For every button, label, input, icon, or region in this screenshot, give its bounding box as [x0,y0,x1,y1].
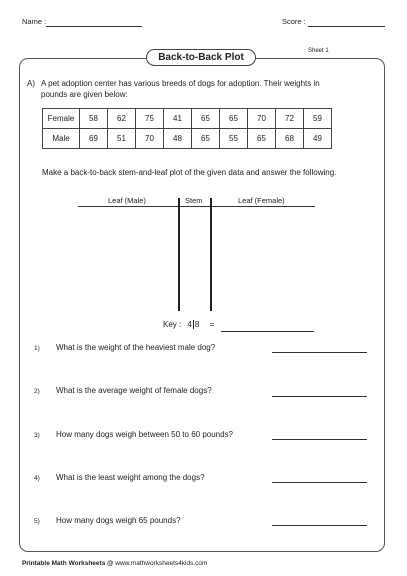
key-answer-line[interactable] [221,331,314,332]
answer-line-2[interactable] [272,396,367,397]
plot-divider-left [178,198,180,311]
question-number: 3) [34,432,40,439]
answer-line-4[interactable] [272,482,367,483]
table-cell: 48 [164,129,192,149]
plot-header-line [78,206,315,207]
key-separator [193,320,194,329]
problem-label: A) [27,79,35,88]
table-cell: 72 [276,109,304,129]
question-number: 1) [34,345,40,352]
key-equals: = [209,320,215,329]
table-cell: 51 [108,129,136,149]
worksheet-title: Back-to-Back Plot [146,49,256,66]
table-cell: 62 [108,109,136,129]
question-3 [34,430,233,439]
footer-url[interactable]: www.mathworksheets4kids.com [115,560,208,567]
question-2 [34,386,212,395]
leaf-female-header: Leaf (Female) [238,196,285,205]
question-1 [34,343,215,352]
table-cell: 65 [192,129,220,149]
question-text: What is the average weight of female dogs? [56,386,212,395]
score-line[interactable] [308,26,385,27]
plot-divider-right [210,198,212,311]
problem-text-line2: pounds are given below: [41,90,128,99]
table-row-male [43,129,332,149]
footer-brand: Printable Math Worksheets @ [22,560,114,567]
table-cell: 68 [276,129,304,149]
name-line[interactable] [46,26,142,27]
row-header: Male [43,129,80,149]
table-cell: 70 [136,129,164,149]
question-4 [34,473,205,482]
leaf-male-header: Leaf (Male) [108,196,146,205]
table-cell: 41 [164,109,192,129]
table-row-female [43,109,332,129]
key-leaf-digit: 8 [194,320,200,329]
question-number: 5) [34,518,40,525]
problem-text-line1: A pet adoption center has various breeds of dogs for adoption. Their weights in [41,79,320,88]
table-cell: 58 [80,109,108,129]
score-label: Score : [282,17,306,26]
weights-table [42,108,332,149]
name-label: Name : [22,17,47,26]
answer-line-5[interactable] [272,525,367,526]
plot-key [163,320,214,329]
table-cell: 65 [192,109,220,129]
row-header: Female [43,109,80,129]
answer-line-1[interactable] [272,352,367,353]
question-text: What is the least weight among the dogs? [56,473,205,482]
question-number: 4) [34,475,40,482]
answer-line-3[interactable] [272,439,367,440]
table-cell: 59 [304,109,332,129]
question-5 [34,516,181,525]
problem-intro [27,78,320,100]
table-cell: 70 [248,109,276,129]
key-label: Key : [163,320,182,329]
stem-header: Stem [185,196,203,205]
table-cell: 65 [220,109,248,129]
instruction-text: Make a back-to-back stem-and-leaf plot of the given data and answer the following. [42,168,337,177]
question-text: What is the weight of the heaviest male dog? [56,343,216,352]
table-cell: 55 [220,129,248,149]
table-cell: 69 [80,129,108,149]
table-cell: 75 [136,109,164,129]
table-cell: 65 [248,129,276,149]
footer [22,560,207,567]
key-stem-digit: 4 [187,320,192,329]
question-text: How many dogs weigh 65 pounds? [56,516,181,525]
question-text: How many dogs weigh between 50 to 60 pounds? [56,430,234,439]
sheet-label: Sheet 1 [308,48,329,54]
question-number: 2) [34,388,40,395]
table-cell: 49 [304,129,332,149]
